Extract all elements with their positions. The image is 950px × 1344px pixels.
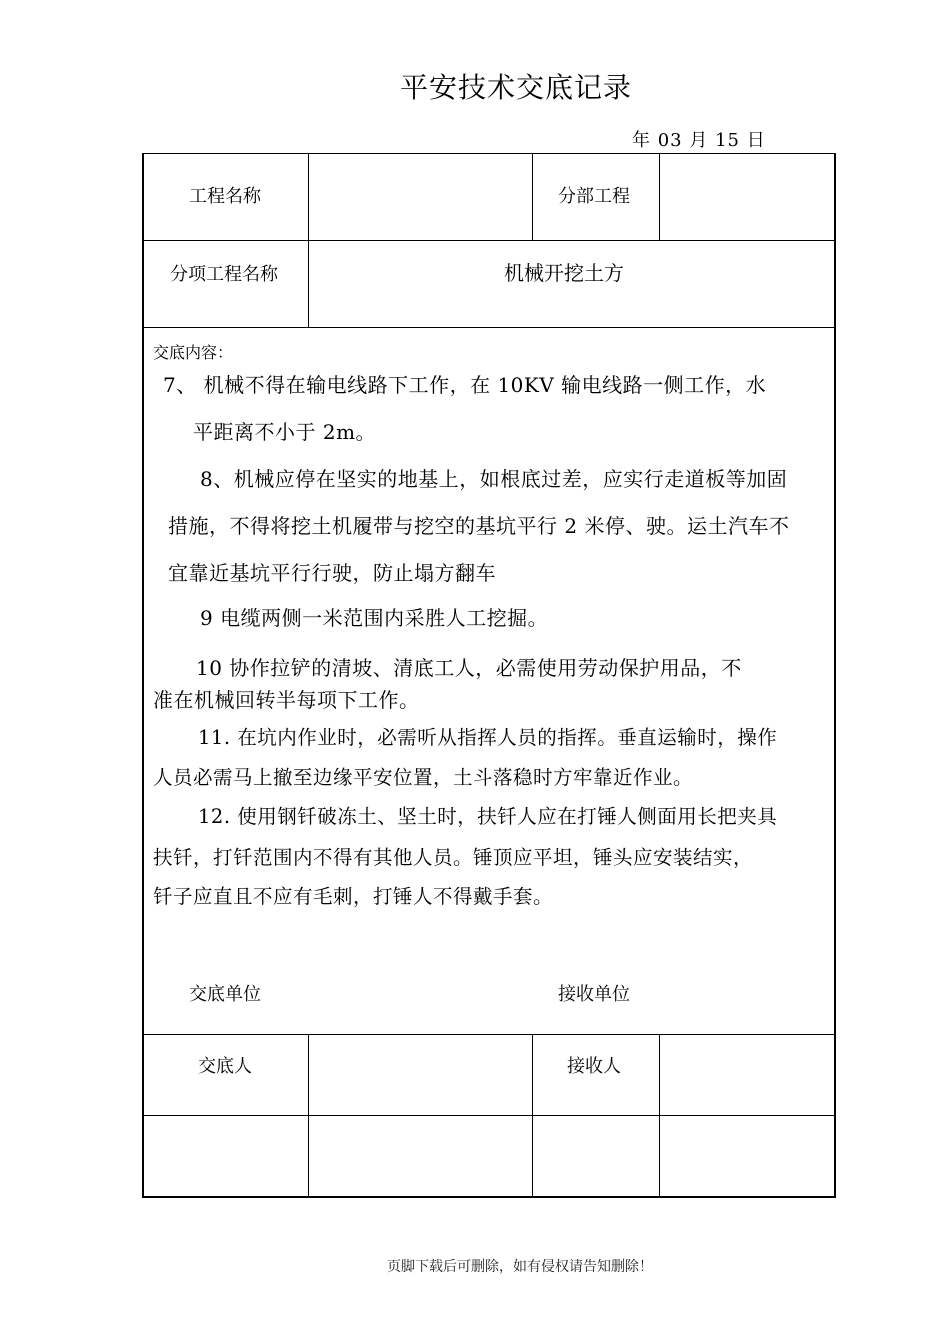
content-line: 8、机械应停在坚实的地基上，如根底过差，应实行走道板等加固 <box>200 467 788 491</box>
subitem-label: 分项工程名称 <box>170 264 278 285</box>
table-border-right <box>834 153 836 1198</box>
receiving-unit-label: 接收单位 <box>558 984 630 1005</box>
row-divider <box>142 1034 836 1035</box>
document-date: 年 03 月 15 日 <box>632 130 766 151</box>
content-label: 交底内容： <box>153 343 234 362</box>
content-line: 宜靠近基坑平行行驶，防止塌方翻车 <box>168 561 496 585</box>
table-border-left <box>142 153 144 1198</box>
content-line: 钎子应直且不应有毛刺，打锤人不得戴手套。 <box>153 885 554 908</box>
content-line: 人员必需马上撤至边缘平安位置，土斗落稳时方牢靠近作业。 <box>153 766 694 789</box>
content-line: 9 电缆两侧一米范围内采胜人工挖掘。 <box>200 606 549 630</box>
col-divider <box>659 153 660 241</box>
receiver-label: 接收人 <box>567 1056 621 1077</box>
col-divider <box>308 1034 309 1197</box>
footer-note: 页脚下载后可删除，如有侵权请告知删除！ <box>387 1259 653 1275</box>
content-line: 12. 使用钢钎破冻土、坚土时，扶钎人应在打锤人侧面用长把夹具 <box>198 805 778 828</box>
table-border-bottom <box>142 1196 836 1198</box>
discloser-label: 交底人 <box>198 1056 252 1077</box>
content-line: 措施，不得将挖土机履带与挖空的基坑平行 2 米停、驶。运土汽车不 <box>168 514 790 538</box>
col-divider <box>532 153 533 241</box>
col-divider <box>659 1034 660 1197</box>
row-divider <box>142 1115 836 1116</box>
content-line: 平距离不小于 2m。 <box>193 420 377 444</box>
row-divider <box>142 240 836 241</box>
disclosing-unit-label: 交底单位 <box>189 984 261 1005</box>
content-line: 10 协作拉铲的清坡、清底工人，必需使用劳动保护用品，不 <box>196 656 742 680</box>
content-line: 11. 在坑内作业时，必需听从指挥人员的指挥。垂直运输时，操作 <box>198 726 778 749</box>
content-line: 准在机械回转半每项下工作。 <box>153 688 420 712</box>
col-divider <box>308 153 309 328</box>
content-line: 7、 机械不得在输电线路下工作，在 10KV 输电线路一侧工作，水 <box>163 373 767 397</box>
subitem-value: 机械开挖土方 <box>504 261 624 285</box>
row-divider <box>142 327 836 328</box>
document-title: 平安技术交底记录 <box>399 71 632 104</box>
division-label: 分部工程 <box>558 186 630 207</box>
project-name-label: 工程名称 <box>189 186 261 207</box>
table-border-top <box>142 153 836 154</box>
col-divider <box>532 1034 533 1197</box>
content-line: 扶钎，打钎范围内不得有其他人员。锤顶应平坦，锤头应安装结实， <box>153 846 754 869</box>
